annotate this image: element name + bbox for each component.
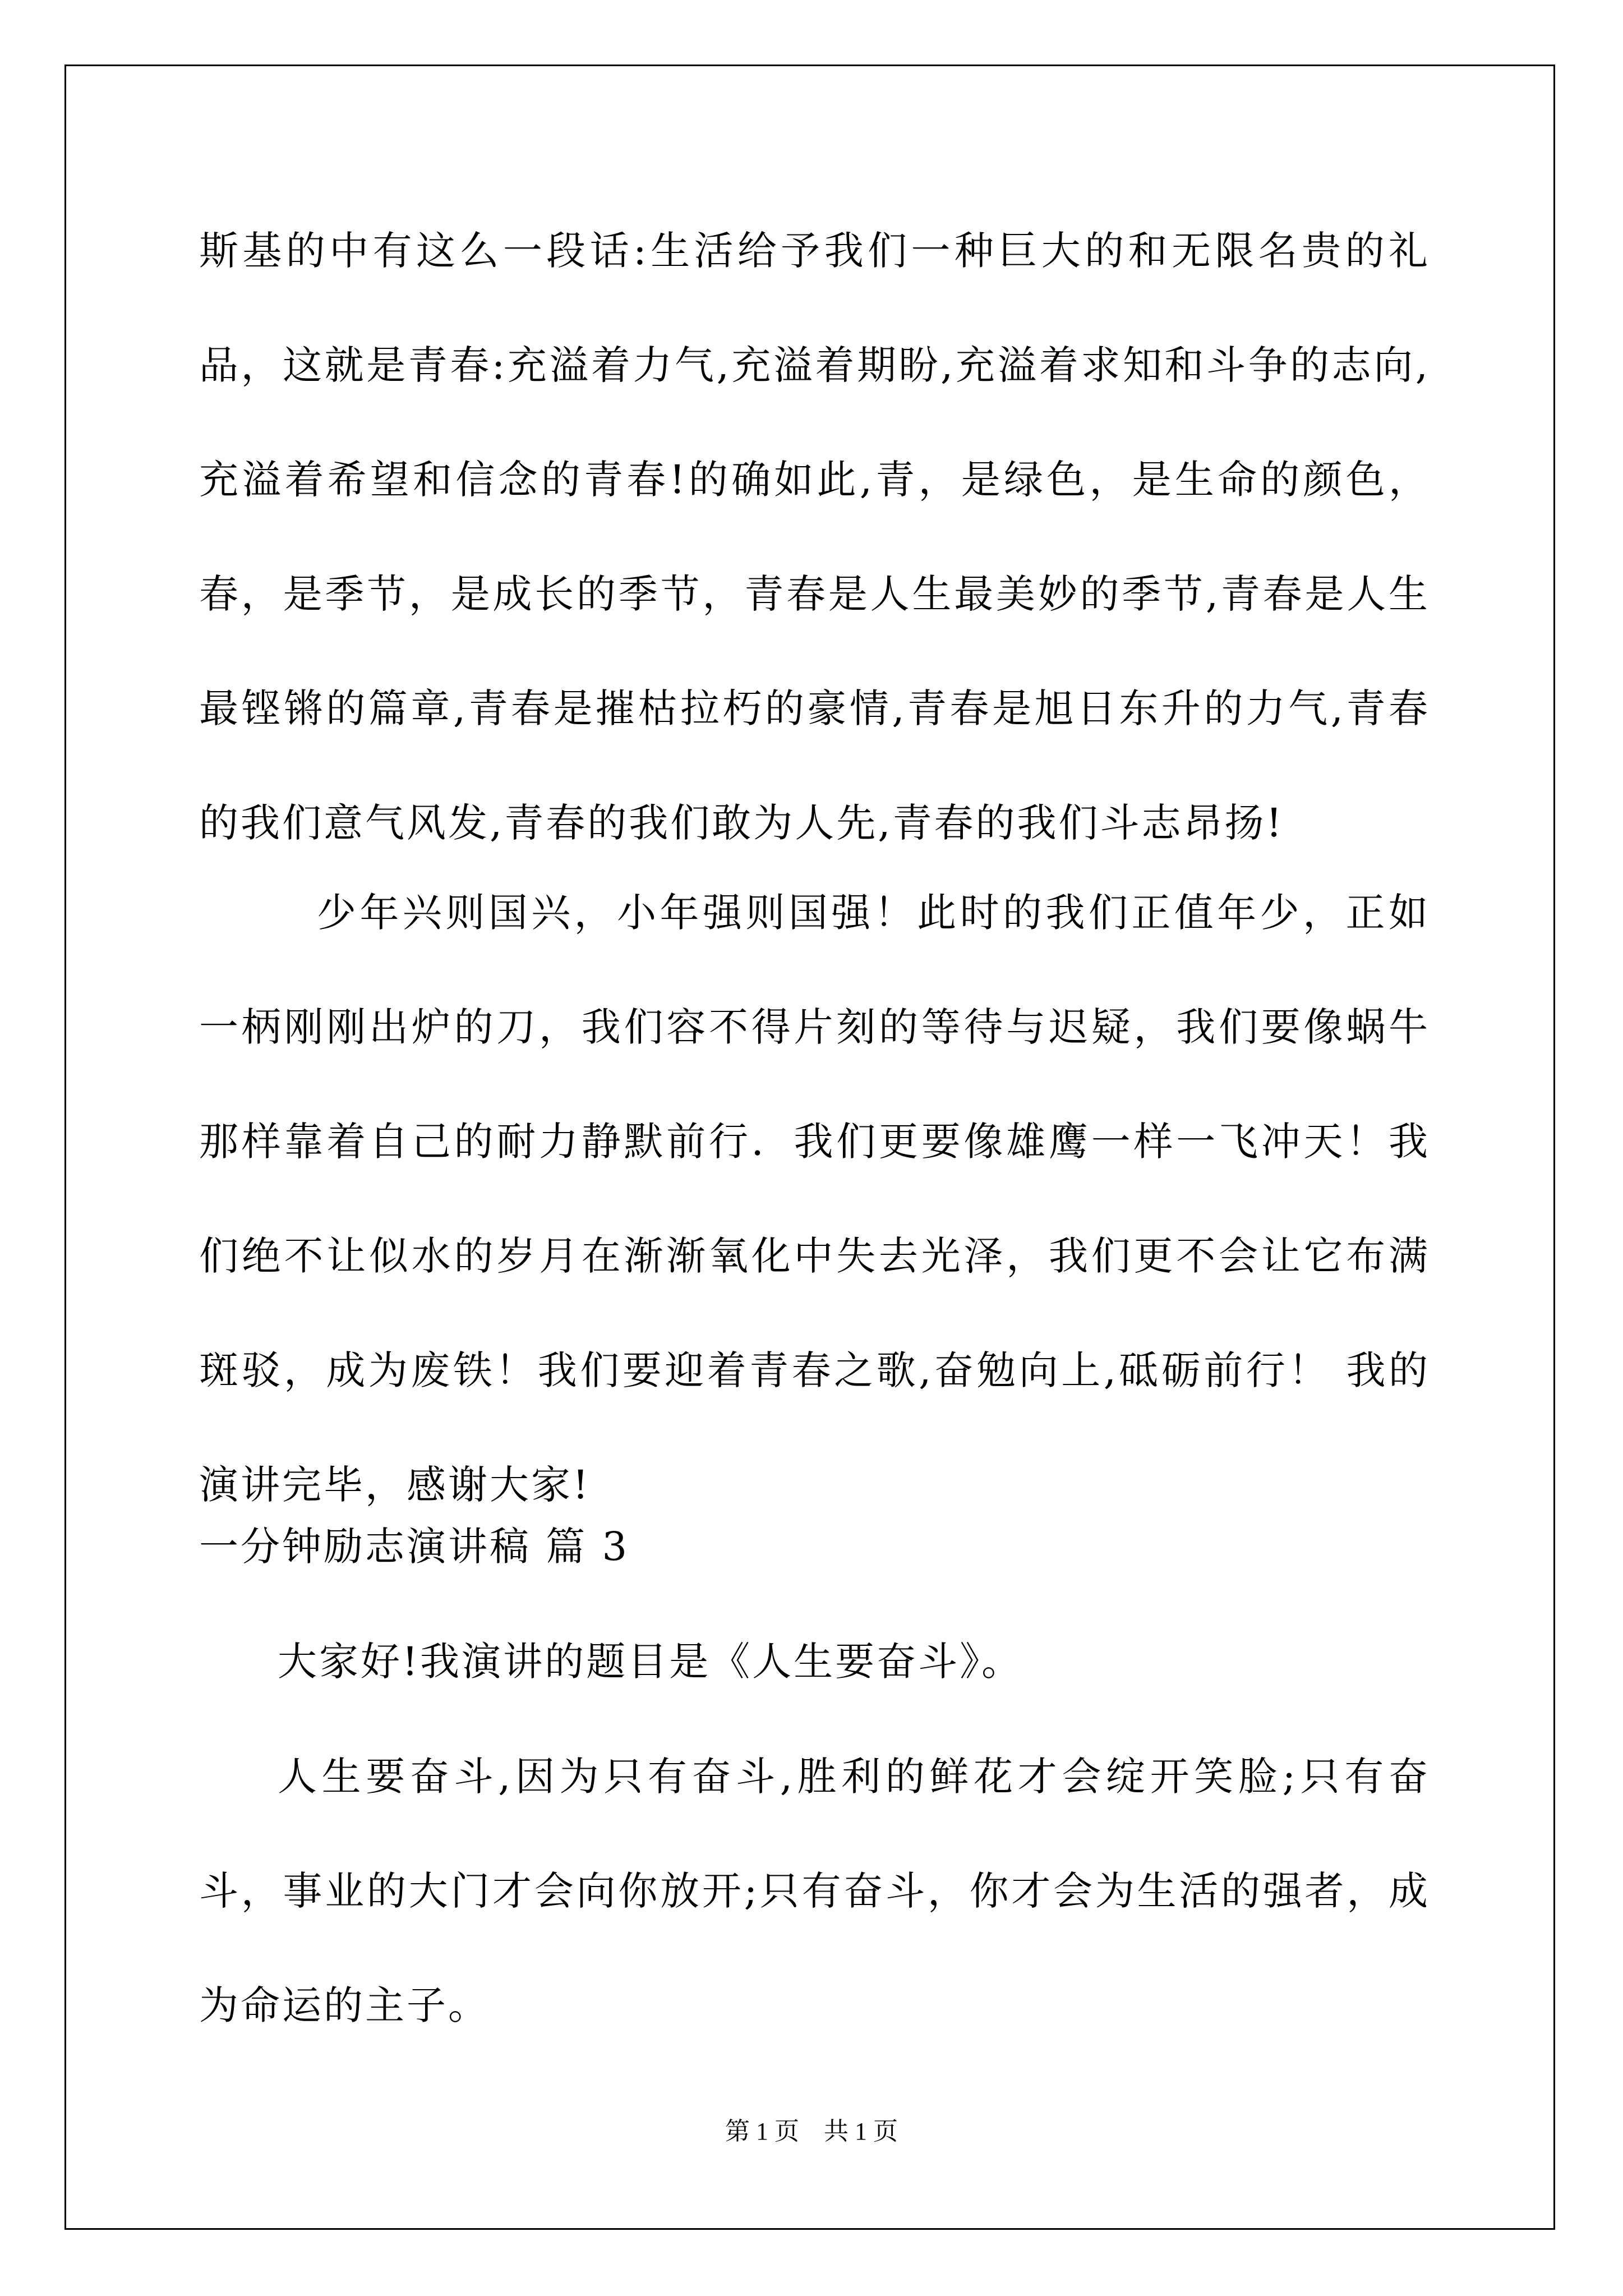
section-paragraph-1: 大家好!我演讲的题目是《人生要奋斗》。 <box>278 1639 1023 1685</box>
section-paragraph-2: 人生要奋斗,因为只有奋斗,胜利的鲜花才会绽开笑脸;只有奋斗，事业的大门才会向你放开;只有奋斗，你才会为生活的强者，成为命运的主子。 <box>199 1754 1430 2028</box>
body-paragraph-2: 少年兴则国兴，小年强则国强！此时的我们正值年少，正如一柄刚刚出炉的刀，我们容不得片刻的等待与迟疑，我们要像蜗牛那样靠着自己的耐力静默前行．我们更要像雄鹰一样一飞冲天！我们绝不让似水的岁月在渐渐氧化中失去光泽，我们更不会让它布满斑驳，成为废铁！我们要迎着青春之歌,奋勉向上,砥砺前行！ 我的演讲完毕，感谢大家! <box>199 890 1430 1508</box>
section-heading: 一分钟励志演讲稿 篇 3 <box>199 1524 630 1570</box>
page-number-footer: 第 1 页 共 1 页 <box>725 2118 898 2145</box>
body-paragraph-1: 斯基的中有这么一段话:生活给予我们一种巨大的和无限名贵的礼品，这就是青春:充溢着力气,充溢着期盼,充溢着求知和斗争的志向,充溢着希望和信念的青春!的确如此,青，是绿色，是生命的颜色，春，是季节，是成长的季节，青春是人生最美妙的季节,青春是人生最铿锵的篇章,青春是摧枯拉朽的豪情,青春是旭日东升的力气,青春的我们意气风发,青春的我们敢为人先,青春的我们斗志昂扬! <box>199 228 1430 846</box>
